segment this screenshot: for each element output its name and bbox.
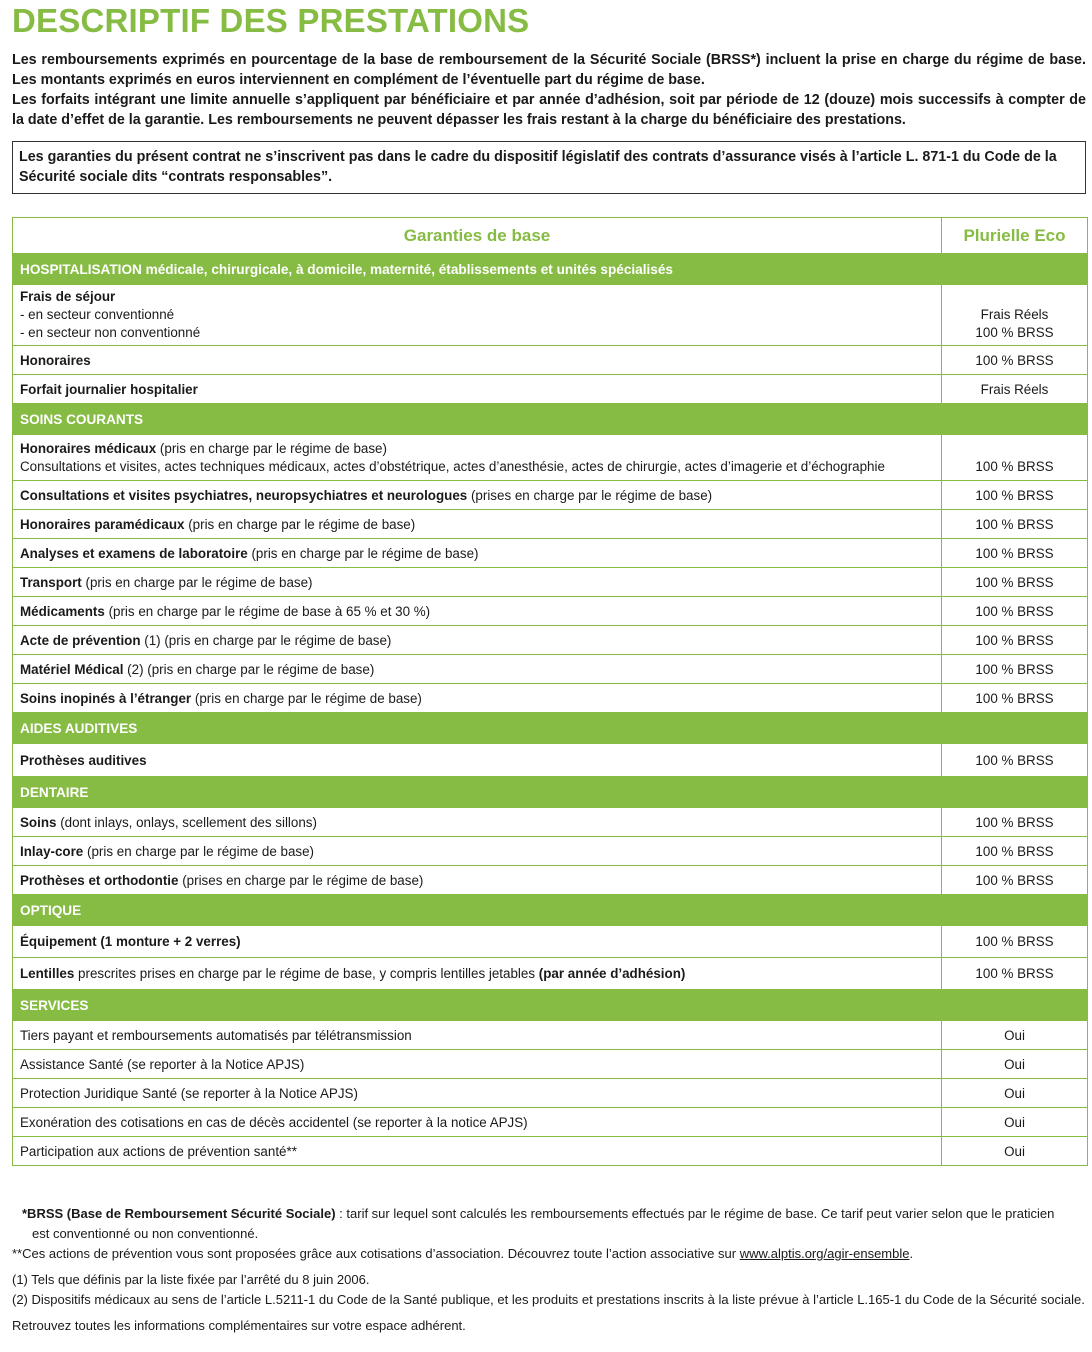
row-label: Honoraires paramédicaux (pris en charge par le régime de base) (13, 510, 942, 539)
row-value: 100 % BRSS (942, 655, 1088, 684)
row-label: Protection Juridique Santé (se reporter à la Notice APJS) (13, 1079, 942, 1108)
table-row (13, 1079, 1088, 1108)
table-row (13, 926, 1088, 958)
row-label: Honoraires (13, 346, 942, 375)
row-value: 100 % BRSS (942, 926, 1088, 958)
section-dentaire (13, 777, 1088, 808)
row-value: Oui (942, 1079, 1088, 1108)
footnote-1: (1) Tels que définis par la liste fixée par l’arrêté du 8 juin 2006. (12, 1272, 370, 1287)
row-label: Assistance Santé (se reporter à la Notice APJS) (13, 1050, 942, 1079)
table-row (13, 1050, 1088, 1079)
row-value: 100 % BRSS (942, 808, 1088, 837)
col-header-garanties: Garanties de base (13, 218, 942, 254)
row-label: Inlay-core (pris en charge par le régime de base) (13, 837, 942, 866)
intro-paragraph-1: Les remboursements exprimés en pourcentage de la base de remboursement de la Sécurité Sociale (BRSS*) incluent la prise en charge du régime de base. Les montants exprimés en euros interviennent en complément de l’éventuelle part du régime de base. (12, 52, 1086, 88)
table-row (13, 435, 1088, 481)
footnote-prevention: **Ces actions de prévention vous sont proposées grâce aux cotisations d’association. Découvrez toute l’action associative sur www.alptis.org/agir-ensemble. (12, 1246, 914, 1261)
table-row (13, 481, 1088, 510)
alptis-link[interactable]: www.alptis.org/agir-ensemble (739, 1246, 910, 1261)
row-label: Consultations et visites psychiatres, neuropsychiatres et neurologues (prises en charge par le régime de base) (13, 481, 942, 510)
table-row (13, 1108, 1088, 1137)
row-value: 100 % BRSS (942, 837, 1088, 866)
row-value: 100 % BRSS (942, 626, 1088, 655)
row-label: Frais de séjour - en secteur conventionné - en secteur non conventionné (13, 285, 942, 346)
row-label: Forfait journalier hospitalier (13, 375, 942, 404)
row-value: Frais Réels 100 % BRSS (942, 285, 1088, 346)
footnote-brss: *BRSS (Base de Remboursement Sécurité Sociale) : tarif sur lequel sont calculés les remboursements effectués par le régime de base. Ce tarif peut varier selon que le praticien est conventionné ou non conventionné. (22, 1206, 1055, 1241)
row-label: Matériel Médical (2) (pris en charge par le régime de base) (13, 655, 942, 684)
row-label: Soins (dont inlays, onlays, scellement des sillons) (13, 808, 942, 837)
row-value: 100 % BRSS (942, 744, 1088, 777)
table-row (13, 684, 1088, 713)
table-row (13, 510, 1088, 539)
row-label: Participation aux actions de prévention santé** (13, 1137, 942, 1166)
col-header-plan: Plurielle Eco (942, 218, 1088, 254)
section-title: DENTAIRE (13, 777, 942, 808)
row-value: 100 % BRSS (942, 346, 1088, 375)
benefits-table (12, 217, 1088, 1166)
row-value: Frais Réels (942, 375, 1088, 404)
table-row (13, 837, 1088, 866)
responsible-contract-notice: Les garanties du présent contrat ne s’inscrivent pas dans le cadre du dispositif législatif des contrats d’assurance visés à l’article L. 871-1 du Code de la Sécurité sociale dits “contrats responsables”. (12, 141, 1086, 194)
row-label: Lentilles prescrites prises en charge par le régime de base, y compris lentilles jetables (par année d’adhésion) (13, 958, 942, 990)
closing-note: Retrouvez toutes les informations complémentaires sur votre espace adhérent. (12, 1318, 466, 1333)
row-value: Oui (942, 1137, 1088, 1166)
table-row (13, 808, 1088, 837)
intro-paragraph-2: Les forfaits intégrant une limite annuelle s’appliquent par bénéficiaire et par année d’adhésion, soit par période de 12 (douze) mois successifs à compter de la date d’effet de la garantie. Les remboursements ne peuvent dépasser les frais restant à la charge du bénéficiaire des prestations. (12, 92, 1086, 128)
section-hospitalisation (13, 254, 1088, 285)
row-value: 100 % BRSS (942, 866, 1088, 895)
row-value: Oui (942, 1108, 1088, 1137)
row-value: Oui (942, 1050, 1088, 1079)
row-value: 100 % BRSS (942, 539, 1088, 568)
table-row (13, 866, 1088, 895)
footnote-2: (2) Dispositifs médicaux au sens de l’article L.5211-1 du Code de la Santé publique, et les produits et prestations inscrits à la liste prévue à l’article L.165-1 du Code de la Sécurité sociale. (12, 1292, 1085, 1307)
row-label: Soins inopinés à l’étranger (pris en charge par le régime de base) (13, 684, 942, 713)
row-label: Exonération des cotisations en cas de décès accidentel (se reporter à la notice APJS) (13, 1108, 942, 1137)
section-services (13, 990, 1088, 1021)
section-title: OPTIQUE (13, 895, 942, 926)
table-row (13, 346, 1088, 375)
row-value: 100 % BRSS (942, 684, 1088, 713)
section-optique (13, 895, 1088, 926)
table-row (13, 375, 1088, 404)
section-title: HOSPITALISATION médicale, chirurgicale, à domicile, maternité, établissements et unités spécialisés (13, 254, 942, 285)
table-row (13, 285, 1088, 346)
table-row (13, 744, 1088, 777)
footnotes (12, 1204, 1086, 1336)
intro-text (12, 50, 1086, 130)
section-title: SOINS COURANTS (13, 404, 942, 435)
row-value: 100 % BRSS (942, 481, 1088, 510)
row-label: Tiers payant et remboursements automatisés par télétransmission (13, 1021, 942, 1050)
row-label: Prothèses et orthodontie (prises en charge par le régime de base) (13, 866, 942, 895)
section-soins-courants (13, 404, 1088, 435)
row-label: Honoraires médicaux (pris en charge par le régime de base) Consultations et visites, actes techniques médicaux, actes d’obstétrique, actes d’anesthésie, actes de chirurgie, actes d’imagerie et d’échographie (13, 435, 942, 481)
table-row (13, 655, 1088, 684)
table-row (13, 568, 1088, 597)
row-value: 100 % BRSS (942, 510, 1088, 539)
table-row (13, 1137, 1088, 1166)
row-value: 100 % BRSS (942, 435, 1088, 481)
table-header-row (13, 218, 1088, 254)
row-label: Prothèses auditives (13, 744, 942, 777)
row-label: Transport (pris en charge par le régime de base) (13, 568, 942, 597)
row-value: 100 % BRSS (942, 958, 1088, 990)
section-aides-auditives (13, 713, 1088, 744)
page-title: DESCRIPTIF DES PRESTATIONS (12, 2, 530, 39)
row-value: Oui (942, 1021, 1088, 1050)
row-label: Médicaments (pris en charge par le régime de base à 65 % et 30 %) (13, 597, 942, 626)
section-title: SERVICES (13, 990, 942, 1021)
table-row (13, 626, 1088, 655)
row-value: 100 % BRSS (942, 597, 1088, 626)
row-label: Équipement (1 monture + 2 verres) (13, 926, 942, 958)
table-row (13, 958, 1088, 990)
row-label: Analyses et examens de laboratoire (pris en charge par le régime de base) (13, 539, 942, 568)
table-row (13, 597, 1088, 626)
row-value: 100 % BRSS (942, 568, 1088, 597)
table-row (13, 1021, 1088, 1050)
section-title: AIDES AUDITIVES (13, 713, 942, 744)
table-row (13, 539, 1088, 568)
row-label: Acte de prévention (1) (pris en charge par le régime de base) (13, 626, 942, 655)
